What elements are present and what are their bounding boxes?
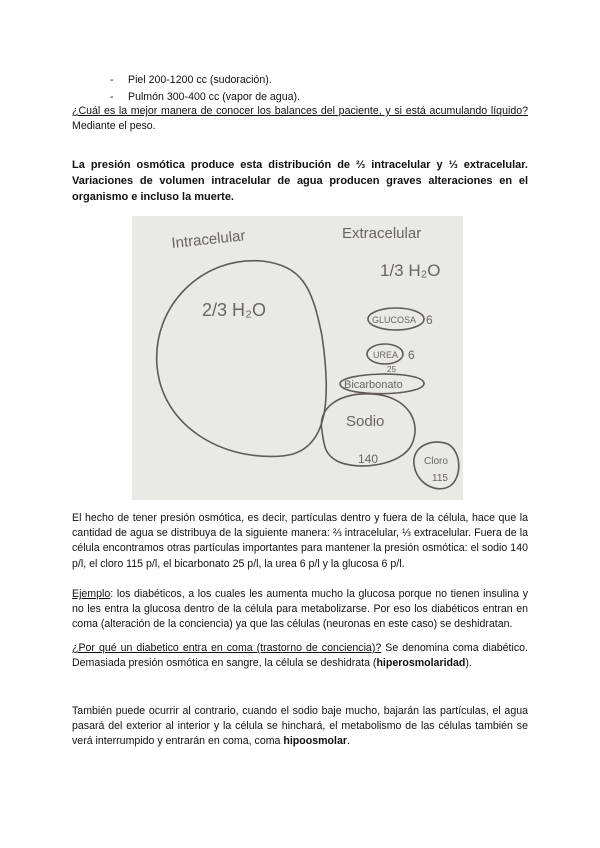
answer-text: Se denomina coma diabético. Demasiada presión osmótica en sangre, la célula se deshidrata (	[72, 642, 528, 670]
bullet-text: Piel 200-1200 cc (sudoración).	[128, 74, 272, 86]
intracelular-value: 2/3 H₂O	[202, 300, 267, 320]
sodio-label: Sodio	[346, 413, 385, 430]
answer-text: Mediante el peso.	[72, 120, 156, 133]
glucosa-value: 6	[426, 313, 433, 327]
bicarbonato-label: Bicarbonato	[344, 379, 403, 391]
extracelular-label: Extracelular	[342, 225, 422, 242]
question-text: ¿Por qué un diabetico entra en coma (trastorno de conciencia)?	[72, 642, 382, 654]
intracelular-label: Intracelular	[170, 227, 247, 252]
question-text: ¿Cuál es la mejor manera de conocer los balances del paciente, y si está acumulando líquido?	[72, 105, 528, 117]
paragraph-ejemplo	[72, 587, 528, 633]
urea-label: UREA	[373, 350, 399, 360]
ejemplo-text: : los diabéticos, a los cuales les aumenta mucho la glucosa porque no tienen insulina y no les entra la glucosa dentro de la célula para metabolizarse. Por eso los diabéticos entran en coma (alteración de la conciencia) ya que las células (neuronas en este caso) se deshidratan.	[72, 588, 528, 631]
question-paragraph-2: ¿Por qué un diabetico entra en coma (trastorno de conciencia)? Se denomina coma diabético. Demasiada presión osmótica en sangre, la célula se deshidrata (hiperosmolaridad).	[72, 642, 528, 670]
paragraph-text: También puede ocurrir al contrario, cuando el sodio baje mucho, bajarán las partículas, el agua pasará del exterior al interior y la célula se hinchará, el metabolismo de las células también se verá interrumpido y entrarán en coma, coma	[72, 705, 528, 748]
whiteboard-drawing	[132, 216, 463, 500]
glucosa-label: GLUCOSA	[372, 315, 417, 325]
paragraph-presion-osmotica: El hecho de tener presión osmótica, es decir, partículas dentro y fuera de la célula, hace que la cantidad de agua se distribuya de la siguiente manera: ⅔ intracelular, ⅓ extracelular. Fuera de la célula encontramos otras partículas importantes para mantener la presión osmótica: el sodio 140 p/l, el cloro 115 p/l, el bicarbonato 25 p/l, la urea 6 p/l y la glucosa 6 p/l.	[72, 512, 528, 570]
sodio-value: 140	[358, 452, 379, 466]
hiperosmolaridad-term: hiperosmolaridad	[376, 657, 466, 670]
urea-value: 6	[408, 348, 415, 362]
list-item: - Pulmón 300-400 cc (vapor de agua).	[110, 91, 300, 103]
whiteboard-photo	[132, 216, 463, 500]
cloro-label: Cloro	[424, 456, 448, 467]
paragraph-hipoosmolar: También puede ocurrir al contrario, cuando el sodio baje mucho, bajarán las partículas, el agua pasará del exterior al interior y la célula se hinchará, el metabolismo de las células también se verá interrumpido y entrarán en coma, coma hipoosmolar.	[72, 705, 528, 748]
bold-paragraph: La presión osmótica produce esta distribución de ⅔ intracelular y ⅓ extracelular. Variaciones de volumen intracelular de agua producen graves alteraciones en el organismo e incluso la muerte.	[72, 159, 528, 203]
question-paragraph-1	[72, 104, 528, 134]
ejemplo-label: Ejemplo	[72, 588, 111, 600]
cloro-value: 115	[432, 473, 448, 484]
hipoosmolar-term: hipoosmolar	[283, 735, 347, 748]
extracelular-value: 1/3 H₂O	[380, 261, 441, 280]
intracellular-circle	[157, 261, 327, 457]
bicarbonato-value: 25	[387, 365, 396, 374]
bullet-text: Pulmón 300-400 cc (vapor de agua).	[128, 91, 300, 103]
bullet-list	[110, 72, 300, 106]
list-item: - Piel 200-1200 cc (sudoración).	[110, 74, 272, 86]
